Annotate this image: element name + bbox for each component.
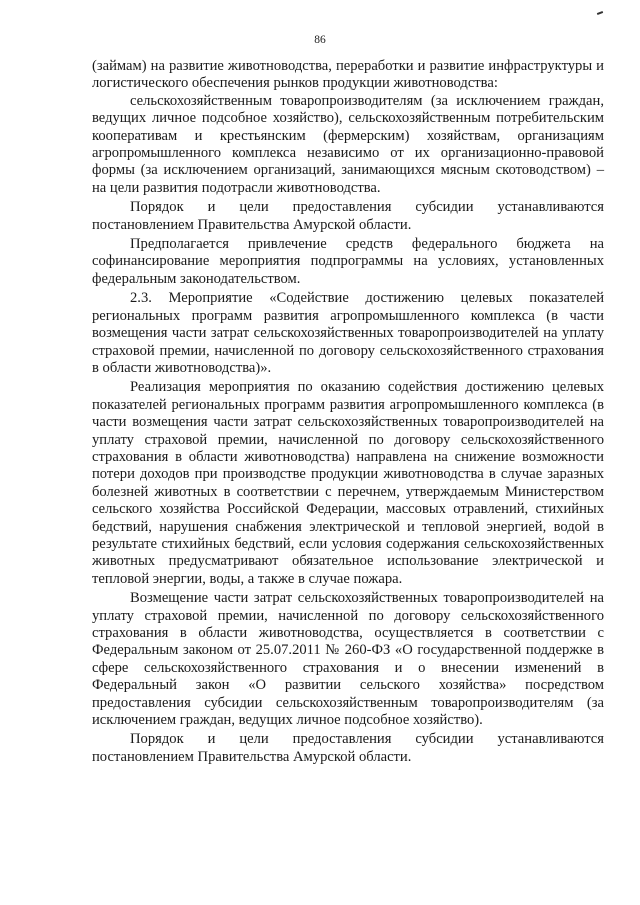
paragraph: Порядок и цели предоставления субсидии устанавливаются постановлением Правительства Амурской области. — [92, 199, 604, 233]
section-heading: 2.3. Мероприятие «Содействие достижению целевых показателей региональных программ развития агропромышленного комплекса (в части возмещения части затрат сельскохозяйственных товаропроизводителей на уплату страховой премии, начисленной по договору сельскохозяйственного страхования в области животноводства)». — [92, 290, 604, 376]
paragraph: Предполагается привлечение средств федерального бюджета на софинансирование мероприятия подпрограммы на условиях, установленных федеральным законодательством. — [92, 236, 604, 287]
paragraph: (займам) на развитие животноводства, переработки и развитие инфраструктуры и логистического обеспечения рынков продукции животноводства: — [92, 58, 604, 92]
paragraph: сельскохозяйственным товаропроизводителям (за исключением граждан, ведущих личное подсобное хозяйство), сельскохозяйственным потребительским кооперативам и крестьянским (фермерским) хозяйствам, организациям агропромышленного комплекса независимо от их организационно-правовой формы (за исключением организаций, занимающихся мясным скотоводством) – на цели развития подотрасли животноводства. — [92, 92, 604, 196]
page-number: 86 — [314, 34, 326, 46]
paragraph: Реализация мероприятия по оказанию содействия достижению целевых показателей региональных программ развития агропромышленного комплекса (в части возмещения части затрат сельскохозяйственных товаропроизводителей на уплату страховой премии, начисленной по договору сельскохозяйственного страхования в области животноводства) направлена на снижение возможности потери доходов при производстве продукции животноводства в случае заразных болезней животных в соответствии с перечнем, утверждаемым Министерством сельского хозяйства Российской Федерации, массовых отравлений, стихийных бедствий, нарушения снабжения электрической и тепловой энергией, водой в результате стихийных бедствий, если условия содержания сельскохозяйственных животных предусматривают обязательное использование электрической и тепловой энергии, воды, а также в случае пожара. — [92, 379, 604, 587]
body-text — [92, 58, 604, 766]
paragraph: Порядок и цели предоставления субсидии устанавливаются постановлением Правительства Амурской области. — [92, 731, 604, 765]
paragraph: Возмещение части затрат сельскохозяйственных товаропроизводителей на уплату страховой премии, начисленной по договору сельскохозяйственного страхования в области животноводства, осуществляется в соответствии с Федеральным законом от 25.07.2011 № 260-ФЗ «О государственной поддержке в сфере сельскохозяйственного страхования и о внесении изменений в Федеральный закон «О развитии сельского хозяйства» посредством предоставления субсидии сельскохозяйственным товаропроизводителям (за исключением граждан, ведущих личное подсобное хозяйство). — [92, 590, 604, 729]
scan-mark — [597, 11, 603, 15]
